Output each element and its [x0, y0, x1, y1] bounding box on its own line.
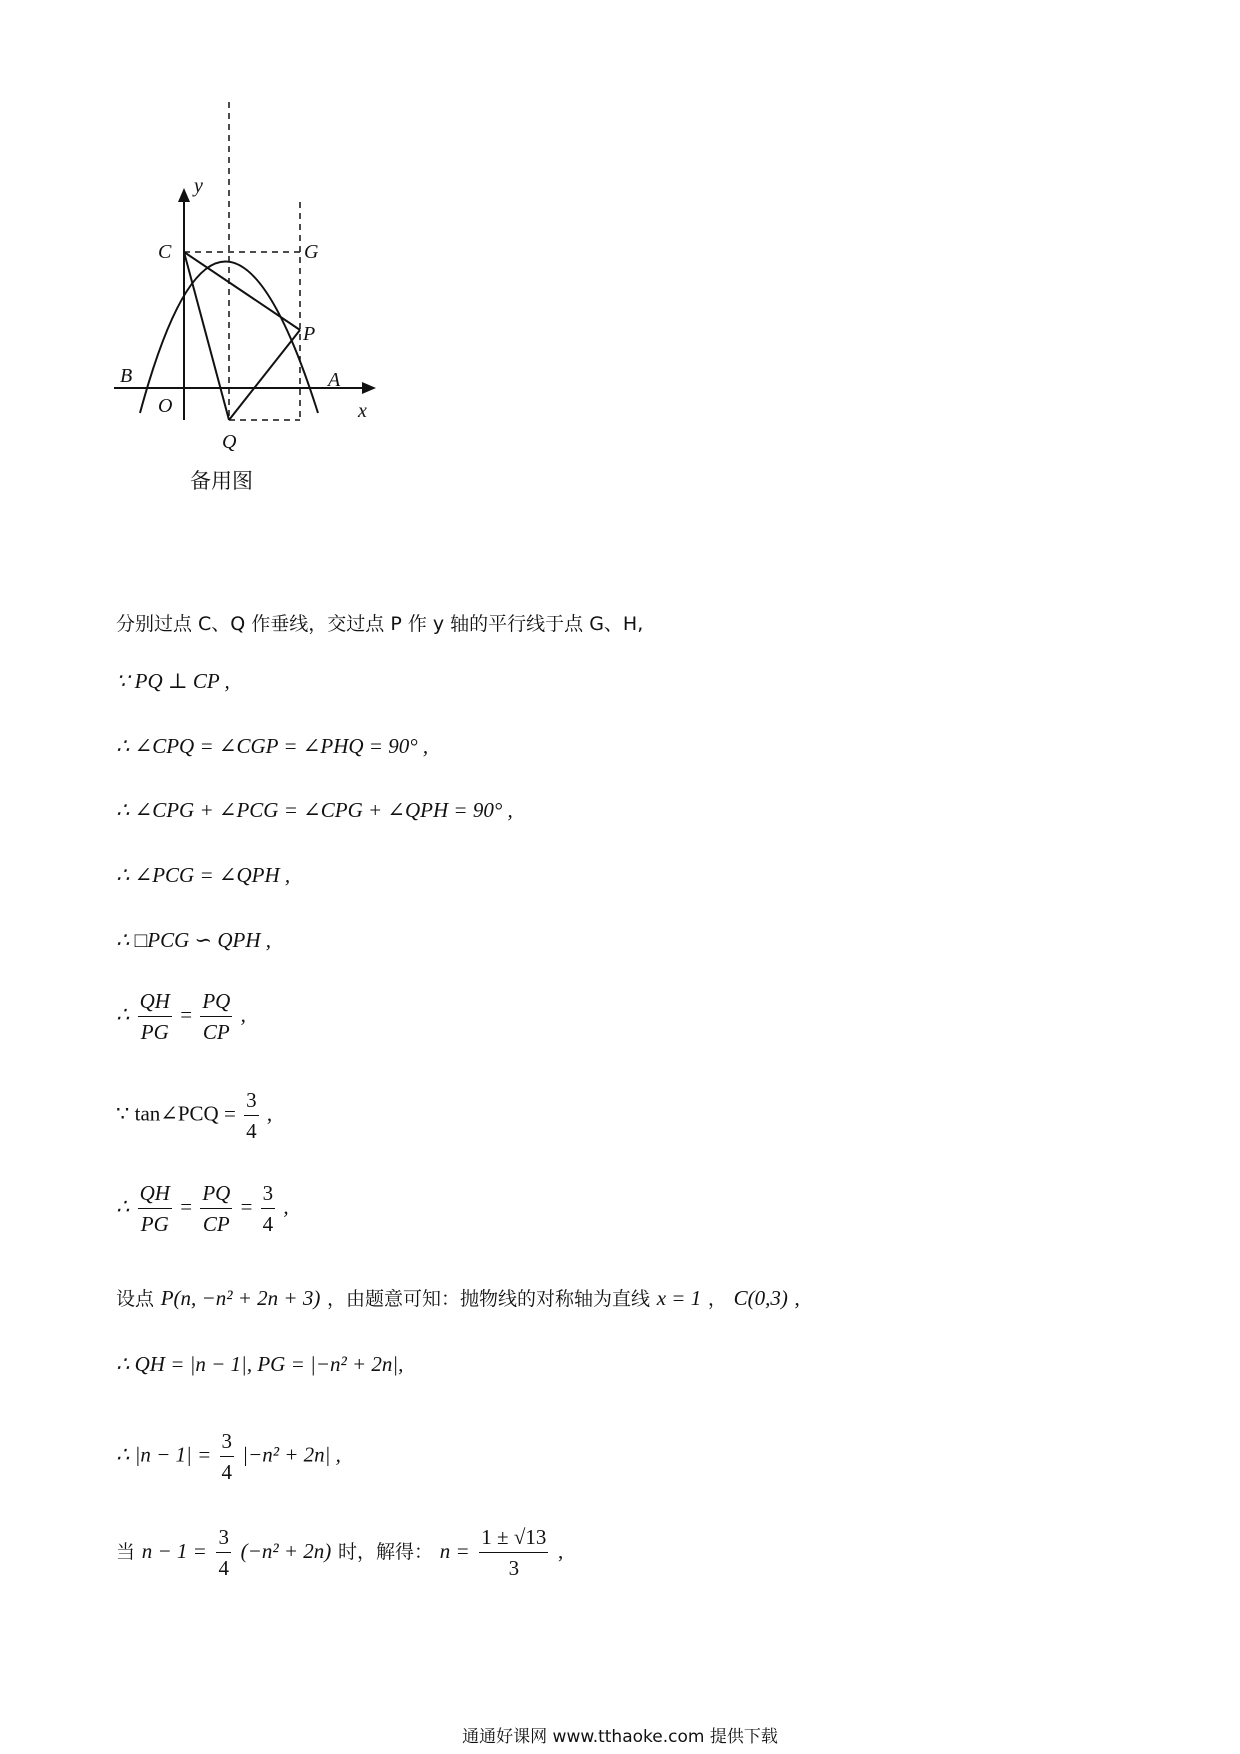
text-she-dian: 设点: [116, 1288, 155, 1310]
frac-den: CP: [202, 1020, 230, 1044]
figure-svg: [100, 90, 440, 490]
text-solve: 时，解得：: [337, 1541, 433, 1563]
fraction-pq-cp: [200, 986, 232, 1047]
frac-den: PG: [140, 1212, 169, 1236]
frac-num: 3: [216, 1522, 231, 1553]
equation-right: (−n² + 2n): [240, 1539, 332, 1563]
fraction-3-4: [244, 1085, 259, 1146]
text-dang: 当: [116, 1541, 136, 1563]
segment-pq: [229, 330, 300, 420]
x-axis-arrow: [362, 382, 376, 394]
frac-den: 4: [262, 1212, 274, 1236]
line-10: [116, 1283, 800, 1314]
point-p-expression: P(n, −n² + 2n + 3): [160, 1286, 321, 1310]
label-o: O: [158, 395, 173, 417]
frac-num: 3: [244, 1085, 259, 1116]
fraction-pq-cp: [200, 1178, 232, 1239]
frac-den: 4: [221, 1460, 232, 1484]
line-4: ∴ ∠CPG + ∠PCG = ∠CPG + ∠QPH = 90° ,: [116, 798, 513, 822]
point-c-expression: C(0,3): [733, 1286, 788, 1310]
comma: ,: [240, 1002, 246, 1027]
frac-num: QH: [138, 986, 172, 1017]
label-x: x: [358, 400, 367, 422]
equals: =: [240, 1194, 253, 1219]
y-axis-arrow: [178, 188, 190, 202]
parabola-figure: [100, 90, 440, 490]
fraction-solution: [479, 1522, 548, 1583]
label-q: Q: [222, 431, 237, 453]
fraction-3-4: [216, 1522, 231, 1583]
label-a: A: [328, 369, 341, 391]
comma: ,: [283, 1194, 289, 1219]
comma-cjk: ，: [707, 1288, 727, 1310]
frac-den: CP: [202, 1212, 230, 1236]
figure-caption: 备用图: [190, 469, 253, 490]
therefore-9: ∴: [116, 1194, 130, 1219]
fraction-3-4: [220, 1426, 235, 1487]
equation-left: n − 1 =: [141, 1539, 207, 1563]
comma: ,: [558, 1539, 564, 1563]
fraction-qh-pg: [138, 986, 172, 1047]
line-3: ∴ ∠CPQ = ∠CGP = ∠PHQ = 90° ,: [116, 734, 429, 758]
frac-den: 3: [508, 1556, 520, 1580]
line-12: [116, 1426, 341, 1487]
label-b: B: [120, 365, 133, 387]
line-8: [116, 1085, 272, 1146]
label-y: y: [194, 175, 203, 197]
line-6: ∴ □PCG ∽ QPH ,: [116, 928, 272, 952]
frac-den: 4: [246, 1119, 257, 1143]
fraction-qh-pg: [138, 1178, 172, 1239]
axis-equation: x = 1: [656, 1286, 702, 1310]
frac-den: 4: [218, 1556, 229, 1580]
abs-n-minus-1: ∴ |n − 1| =: [116, 1442, 212, 1467]
frac-num: QH: [138, 1178, 172, 1209]
label-c: C: [158, 241, 172, 263]
comma: ,: [794, 1286, 800, 1310]
comma: ,: [266, 1101, 273, 1126]
fraction-3-4: [261, 1178, 276, 1239]
equals: =: [180, 1002, 193, 1027]
frac-num: 3: [220, 1426, 235, 1457]
frac-den: PG: [140, 1020, 169, 1044]
tan-expression: ∵ tan∠PCQ =: [116, 1101, 236, 1126]
text-symmetry-axis: ，由题意可知：抛物线的对称轴为直线: [327, 1288, 651, 1310]
label-p: P: [303, 323, 316, 345]
frac-num: 3: [261, 1178, 276, 1209]
frac-num: 1 ± √13: [479, 1522, 548, 1553]
line-7: [116, 986, 246, 1047]
abs-expression: |−n² + 2n| ,: [242, 1442, 341, 1467]
frac-num: PQ: [200, 1178, 232, 1209]
line-9: [116, 1178, 289, 1239]
frac-num: PQ: [200, 986, 232, 1017]
text-line-1: 分别过点 C、Q 作垂线，交过点 P 作 y 轴的平行线于点 G、H,: [116, 613, 644, 635]
line-11: ∴ QH = |n − 1|, PG = |−n² + 2n|,: [116, 1352, 404, 1376]
n-equals: n =: [439, 1539, 470, 1563]
equals: =: [180, 1194, 193, 1219]
line-13: [116, 1522, 563, 1583]
line-2: ∵ PQ ⊥ CP ,: [116, 669, 230, 693]
line-1: [116, 608, 643, 639]
label-g: G: [304, 241, 319, 263]
therefore-7: ∴: [116, 1002, 130, 1027]
line-5: ∴ ∠PCG = ∠QPH ,: [116, 863, 291, 887]
page-footer: 通通好课网 www.tthaoke.com 提供下载: [462, 1727, 778, 1747]
